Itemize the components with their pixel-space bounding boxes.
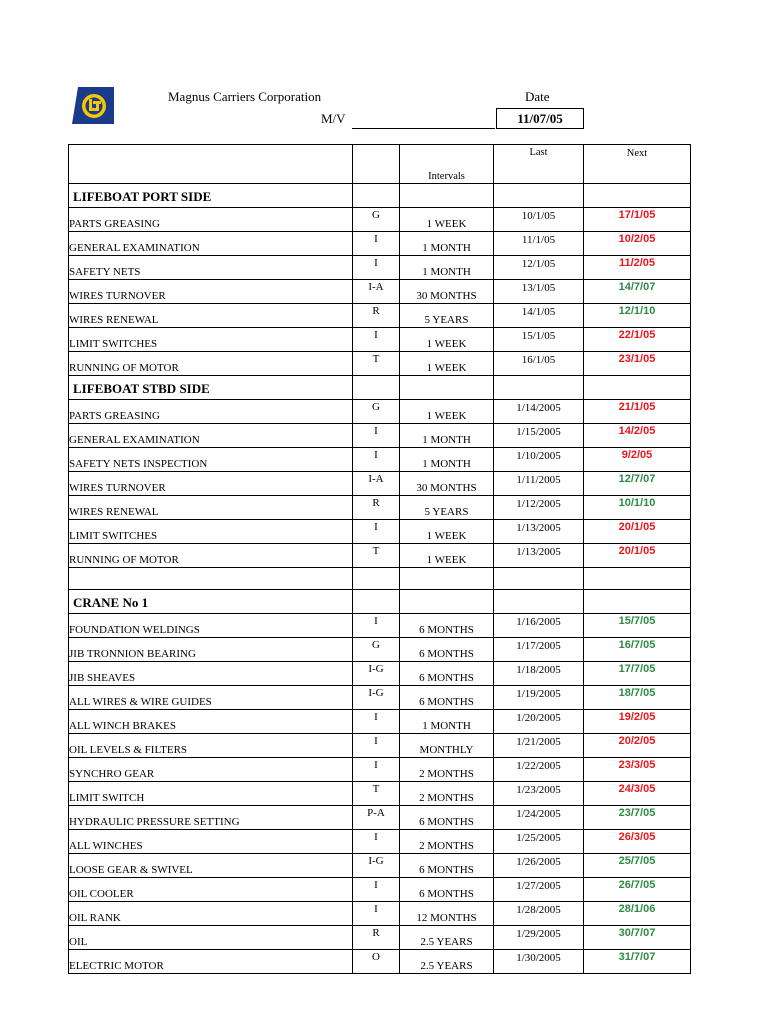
next-due-cell: 14/2/05	[584, 424, 691, 448]
item-name: OIL COOLER	[69, 887, 134, 900]
next-cell	[584, 568, 691, 590]
item-name: FOUNDATION WELDINGS	[69, 623, 200, 636]
code-cell: I	[353, 520, 400, 544]
table-row	[69, 950, 691, 974]
last-done-cell: 15/1/05	[494, 328, 584, 352]
code-cell: I	[353, 328, 400, 352]
item-name: PARTS GREASING	[69, 217, 160, 230]
code-cell: I	[353, 830, 400, 854]
item-name: OIL	[69, 935, 88, 948]
item-name: WIRES RENEWAL	[69, 505, 159, 518]
last-done-cell: 1/11/2005	[494, 472, 584, 496]
interval-cell: 30 MONTHS	[400, 472, 494, 496]
item-name: LOOSE GEAR & SWIVEL	[69, 863, 193, 876]
interval-cell: 5 YEARS	[400, 304, 494, 328]
interval-cell: 1 WEEK	[400, 520, 494, 544]
table-row	[69, 758, 691, 782]
code-cell: I-G	[353, 854, 400, 878]
interval-cell: 6 MONTHS	[400, 854, 494, 878]
item-name: GENERAL EXAMINATION	[69, 241, 200, 254]
code-cell: I	[353, 232, 400, 256]
interval-cell: 6 MONTHS	[400, 686, 494, 710]
interval-cell: 1 WEEK	[400, 208, 494, 232]
header-last: Last	[494, 145, 584, 184]
item-cell	[69, 638, 353, 662]
code-cell: I	[353, 448, 400, 472]
last-done-cell: 1/13/2005	[494, 520, 584, 544]
interval-cell: 2 MONTHS	[400, 830, 494, 854]
item-cell	[69, 854, 353, 878]
next-cell	[584, 590, 691, 614]
last-done-cell: 1/26/2005	[494, 854, 584, 878]
code-cell	[353, 376, 400, 400]
interval-cell	[400, 590, 494, 614]
next-due-cell: 23/7/05	[584, 806, 691, 830]
code-cell: I-G	[353, 686, 400, 710]
last-done-cell: 1/13/2005	[494, 544, 584, 568]
item-cell	[69, 520, 353, 544]
interval-cell: 12 MONTHS	[400, 902, 494, 926]
interval-cell: 1 MONTH	[400, 448, 494, 472]
vessel-name-field[interactable]	[352, 128, 495, 129]
last-done-cell: 12/1/05	[494, 256, 584, 280]
table-row	[69, 614, 691, 638]
code-cell	[353, 184, 400, 208]
code-cell: I	[353, 710, 400, 734]
item-name: WIRES TURNOVER	[69, 481, 166, 494]
code-cell: I	[353, 734, 400, 758]
item-name: HYDRAULIC PRESSURE SETTING	[69, 815, 240, 828]
next-due-cell: 19/2/05	[584, 710, 691, 734]
item-cell	[69, 902, 353, 926]
code-cell: I	[353, 424, 400, 448]
table-row	[69, 208, 691, 232]
table-row	[69, 662, 691, 686]
item-name: SYNCHRO GEAR	[69, 767, 155, 780]
last-done-cell: 1/28/2005	[494, 902, 584, 926]
next-due-cell: 12/7/07	[584, 472, 691, 496]
table-row	[69, 902, 691, 926]
next-due-cell: 18/7/05	[584, 686, 691, 710]
item-cell	[69, 710, 353, 734]
maintenance-schedule-table	[68, 144, 691, 974]
code-cell: T	[353, 352, 400, 376]
next-due-cell: 20/2/05	[584, 734, 691, 758]
item-cell	[69, 400, 353, 424]
code-cell: I	[353, 902, 400, 926]
last-done-cell: 1/17/2005	[494, 638, 584, 662]
interval-cell: 2.5 YEARS	[400, 950, 494, 974]
item-name: RUNNING OF MOTOR	[69, 553, 179, 566]
item-cell	[69, 208, 353, 232]
interval-cell: 6 MONTHS	[400, 614, 494, 638]
next-due-cell: 23/1/05	[584, 352, 691, 376]
next-due-cell: 25/7/05	[584, 854, 691, 878]
item-cell	[69, 614, 353, 638]
last-done-cell: 1/12/2005	[494, 496, 584, 520]
interval-cell	[400, 376, 494, 400]
item-cell	[69, 878, 353, 902]
item-name: SAFETY NETS INSPECTION	[69, 457, 208, 470]
table-row	[69, 472, 691, 496]
code-cell	[353, 590, 400, 614]
item-cell	[69, 544, 353, 568]
item-name: PARTS GREASING	[69, 409, 160, 422]
item-cell	[69, 950, 353, 974]
last-done-cell: 1/22/2005	[494, 758, 584, 782]
next-due-cell: 21/1/05	[584, 400, 691, 424]
item-cell	[69, 304, 353, 328]
item-cell	[69, 448, 353, 472]
table-row	[69, 638, 691, 662]
table-row	[69, 448, 691, 472]
next-due-cell: 20/1/05	[584, 520, 691, 544]
item-name: ALL WIRES & WIRE GUIDES	[69, 695, 212, 708]
table-row	[69, 304, 691, 328]
item-cell	[69, 830, 353, 854]
header-next: Next	[584, 145, 691, 184]
item-cell	[69, 662, 353, 686]
table-row	[69, 878, 691, 902]
interval-cell: 1 WEEK	[400, 352, 494, 376]
code-cell: R	[353, 304, 400, 328]
item-name: ALL WINCHES	[69, 839, 143, 852]
last-done-cell: 14/1/05	[494, 304, 584, 328]
last-done-cell: 1/14/2005	[494, 400, 584, 424]
table-row	[69, 806, 691, 830]
interval-cell: 2.5 YEARS	[400, 926, 494, 950]
table-row	[69, 710, 691, 734]
next-due-cell: 26/7/05	[584, 878, 691, 902]
last-cell	[494, 568, 584, 590]
interval-cell: 6 MONTHS	[400, 662, 494, 686]
last-done-cell: 13/1/05	[494, 280, 584, 304]
table-row	[69, 232, 691, 256]
next-due-cell: 15/7/05	[584, 614, 691, 638]
next-due-cell: 23/3/05	[584, 758, 691, 782]
last-cell	[494, 590, 584, 614]
last-done-cell: 16/1/05	[494, 352, 584, 376]
last-done-cell: 1/29/2005	[494, 926, 584, 950]
item-cell	[69, 472, 353, 496]
header-code	[353, 145, 400, 184]
interval-cell: 30 MONTHS	[400, 280, 494, 304]
last-done-cell: 1/19/2005	[494, 686, 584, 710]
interval-cell: MONTHLY	[400, 734, 494, 758]
last-cell	[494, 376, 584, 400]
code-cell: I	[353, 256, 400, 280]
next-due-cell: 22/1/05	[584, 328, 691, 352]
section-row	[69, 376, 691, 400]
vessel-label: M/V	[321, 111, 346, 126]
interval-cell: 1 WEEK	[400, 400, 494, 424]
last-done-cell: 1/30/2005	[494, 950, 584, 974]
next-due-cell: 17/1/05	[584, 208, 691, 232]
blank-row	[69, 568, 691, 590]
last-done-cell: 1/16/2005	[494, 614, 584, 638]
item-name: OIL LEVELS & FILTERS	[69, 743, 188, 756]
interval-cell: 2 MONTHS	[400, 782, 494, 806]
code-cell: I-G	[353, 662, 400, 686]
next-due-cell: 24/3/05	[584, 782, 691, 806]
table-row	[69, 686, 691, 710]
next-due-cell: 17/7/05	[584, 662, 691, 686]
item-cell	[69, 806, 353, 830]
last-done-cell: 1/21/2005	[494, 734, 584, 758]
table-row	[69, 328, 691, 352]
interval-cell: 1 MONTH	[400, 256, 494, 280]
table-row	[69, 830, 691, 854]
last-done-cell: 1/23/2005	[494, 782, 584, 806]
header-intervals: Intervals	[400, 145, 494, 184]
section-title: LIFEBOAT STBD SIDE	[69, 376, 353, 400]
item-cell	[69, 734, 353, 758]
last-done-cell: 1/25/2005	[494, 830, 584, 854]
table-row	[69, 280, 691, 304]
code-cell: I	[353, 614, 400, 638]
item-name: WIRES TURNOVER	[69, 289, 166, 302]
item-name: LIMIT SWITCHES	[69, 529, 158, 542]
interval-cell: 1 WEEK	[400, 328, 494, 352]
item-name: SAFETY NETS	[69, 265, 141, 278]
next-due-cell: 10/1/10	[584, 496, 691, 520]
last-done-cell: 1/27/2005	[494, 878, 584, 902]
last-done-cell: 11/1/05	[494, 232, 584, 256]
table-row	[69, 520, 691, 544]
item-name: WIRES RENEWAL	[69, 313, 159, 326]
item-cell	[69, 496, 353, 520]
code-cell: O	[353, 950, 400, 974]
table-row	[69, 782, 691, 806]
table-row	[69, 544, 691, 568]
next-due-cell: 31/7/07	[584, 950, 691, 974]
table-row	[69, 400, 691, 424]
section-row	[69, 590, 691, 614]
item-cell	[69, 280, 353, 304]
section-row	[69, 184, 691, 208]
item-cell	[69, 758, 353, 782]
code-cell: R	[353, 926, 400, 950]
last-done-cell: 1/10/2005	[494, 448, 584, 472]
interval-cell: 2 MONTHS	[400, 758, 494, 782]
next-due-cell: 30/7/07	[584, 926, 691, 950]
table-row	[69, 854, 691, 878]
item-name: ELECTRIC MOTOR	[69, 959, 164, 972]
table-row	[69, 926, 691, 950]
item-cell	[69, 424, 353, 448]
next-due-cell: 11/2/05	[584, 256, 691, 280]
code-cell: T	[353, 782, 400, 806]
interval-cell: 6 MONTHS	[400, 638, 494, 662]
next-due-cell: 12/1/10	[584, 304, 691, 328]
item-cell	[69, 782, 353, 806]
next-due-cell: 28/1/06	[584, 902, 691, 926]
interval-cell: 5 YEARS	[400, 496, 494, 520]
item-name: RUNNING OF MOTOR	[69, 361, 179, 374]
code-cell: P-A	[353, 806, 400, 830]
section-title: LIFEBOAT PORT SIDE	[69, 184, 353, 208]
next-due-cell: 14/7/07	[584, 280, 691, 304]
interval-cell: 6 MONTHS	[400, 806, 494, 830]
interval-cell: 6 MONTHS	[400, 878, 494, 902]
next-cell	[584, 376, 691, 400]
table-row	[69, 352, 691, 376]
code-cell: G	[353, 208, 400, 232]
code-cell: I	[353, 758, 400, 782]
header-item	[69, 145, 353, 184]
code-cell: G	[353, 638, 400, 662]
last-done-cell: 1/24/2005	[494, 806, 584, 830]
item-cell	[69, 568, 353, 590]
interval-cell	[400, 184, 494, 208]
item-name: ALL WINCH BRAKES	[69, 719, 176, 732]
last-done-cell: 1/18/2005	[494, 662, 584, 686]
date-field[interactable]: 11/07/05	[496, 108, 584, 129]
item-name: JIB TRONNION BEARING	[69, 647, 196, 660]
company-logo-icon	[72, 87, 114, 124]
next-cell	[584, 184, 691, 208]
item-cell	[69, 232, 353, 256]
table-row	[69, 734, 691, 758]
item-name: JIB SHEAVES	[69, 671, 136, 684]
item-cell	[69, 328, 353, 352]
code-cell: G	[353, 400, 400, 424]
item-name: GENERAL EXAMINATION	[69, 433, 200, 446]
interval-cell	[400, 568, 494, 590]
code-cell: I-A	[353, 472, 400, 496]
item-cell	[69, 686, 353, 710]
next-due-cell: 10/2/05	[584, 232, 691, 256]
item-cell	[69, 352, 353, 376]
item-name: OIL RANK	[69, 911, 121, 924]
table-row	[69, 256, 691, 280]
table-row	[69, 424, 691, 448]
code-cell: I-A	[353, 280, 400, 304]
date-label: Date	[525, 89, 550, 104]
code-cell: T	[353, 544, 400, 568]
interval-cell: 1 MONTH	[400, 710, 494, 734]
table-header-row	[69, 145, 691, 184]
last-cell	[494, 184, 584, 208]
code-cell	[353, 568, 400, 590]
code-cell: I	[353, 878, 400, 902]
code-cell: R	[353, 496, 400, 520]
section-title: CRANE No 1	[69, 590, 353, 614]
interval-cell: 1 MONTH	[400, 232, 494, 256]
last-done-cell: 1/20/2005	[494, 710, 584, 734]
item-cell	[69, 256, 353, 280]
table-row	[69, 496, 691, 520]
last-done-cell: 1/15/2005	[494, 424, 584, 448]
interval-cell: 1 WEEK	[400, 544, 494, 568]
item-name: LIMIT SWITCHES	[69, 337, 158, 350]
next-due-cell: 26/3/05	[584, 830, 691, 854]
next-due-cell: 9/2/05	[584, 448, 691, 472]
next-due-cell: 20/1/05	[584, 544, 691, 568]
company-name: Magnus Carriers Corporation	[168, 89, 322, 104]
last-done-cell: 10/1/05	[494, 208, 584, 232]
next-due-cell: 16/7/05	[584, 638, 691, 662]
interval-cell: 1 MONTH	[400, 424, 494, 448]
item-name: LIMIT SWITCH	[69, 791, 145, 804]
item-cell	[69, 926, 353, 950]
